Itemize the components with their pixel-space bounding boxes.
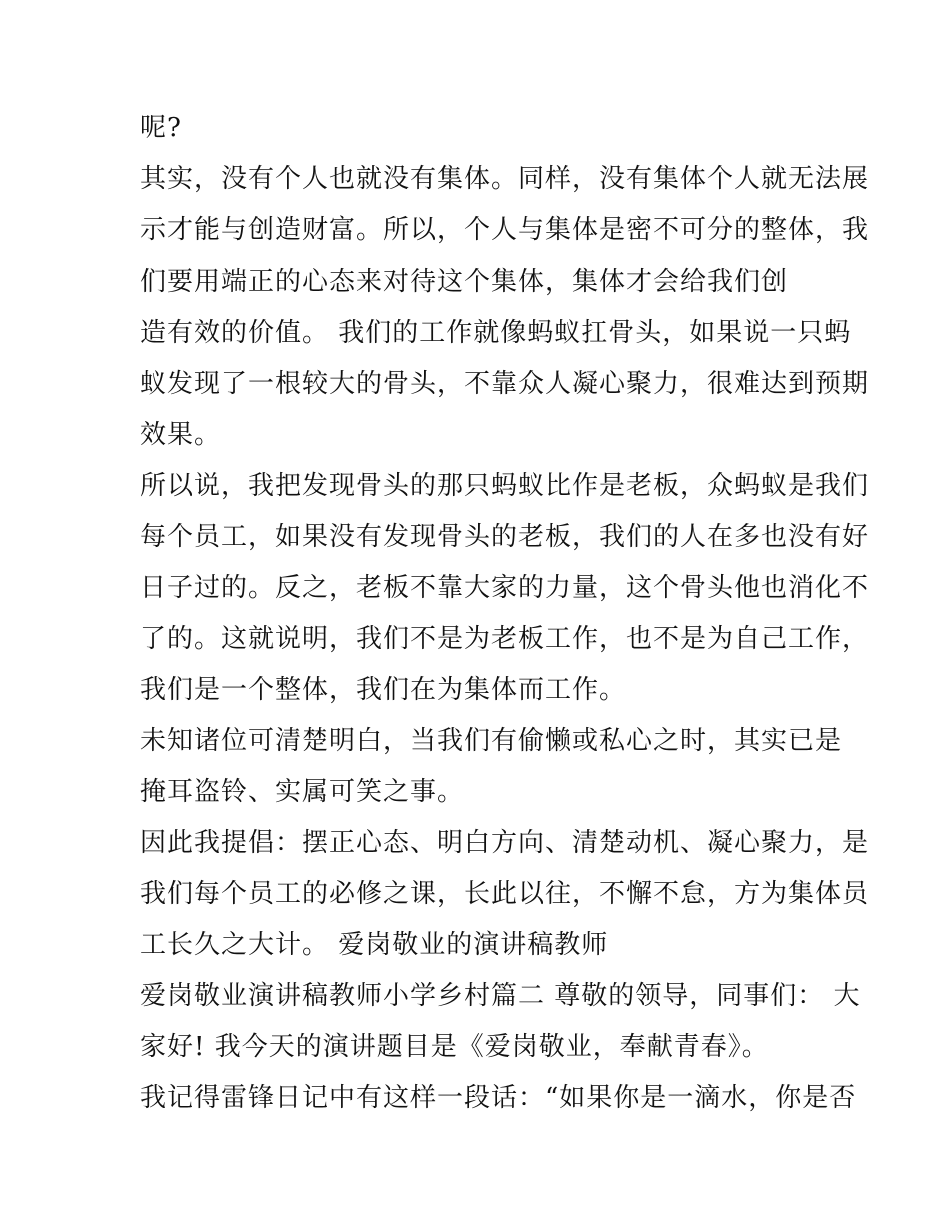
text-line: 爱岗敬业演讲稿教师小学乡村篇二 尊敬的领导，同事们： 大 [140,981,861,1011]
text-line: 我们每个员工的必修之课，长此以往，不懈不怠，方为集体员 [140,879,870,909]
text-line: 掩耳盗铃、实属可笑之事。 [140,777,465,807]
text-line: 们要用端正的心态来对待这个集体，集体才会给我们创 [140,267,789,297]
text-line: 效果。 [140,420,222,450]
text-line: 了的。这就说明，我们不是为老板工作，也不是为自己工作， [140,624,870,654]
text-line: 示才能与创造财富。所以，个人与集体是密不可分的整体，我 [140,215,870,245]
text-line: 未知诸位可清楚明白，当我们有偷懒或私心之时，其实已是 [140,726,843,756]
text-line: 日子过的。反之，老板不靠大家的力量，这个骨头他也消化不 [140,573,870,603]
text-line: 我们是一个整体，我们在为集体而工作。 [140,675,627,705]
text-line: 其实，没有个人也就没有集体。同样，没有集体个人就无法展 [140,164,870,194]
text-line: 蚁发现了一根较大的骨头，不靠众人凝心聚力，很难达到预期 [140,369,870,399]
text-line: 家好! 我今天的演讲题目是《爱岗敬业，奉献青春》。 [140,1032,769,1062]
text-line: 每个员工，如果没有发现骨头的老板，我们的人在多也没有好 [140,522,870,552]
text-line: 呢? [140,113,182,143]
text-line: 工长久之大计。 爱岗敬业的演讲稿教师 [140,930,609,960]
text-line: 因此我提倡：摆正心态、明白方向、清楚动机、凝心聚力，是 [140,828,870,858]
text-line: 造有效的价值。 我们的工作就像蚂蚁扛骨头，如果说一只蚂 [140,318,852,348]
text-line: 我记得雷锋日记中有这样一段话：“如果你是一滴水，你是否 [140,1083,857,1113]
text-line: 所以说，我把发现骨头的那只蚂蚁比作是老板，众蚂蚁是我们 [140,471,870,501]
